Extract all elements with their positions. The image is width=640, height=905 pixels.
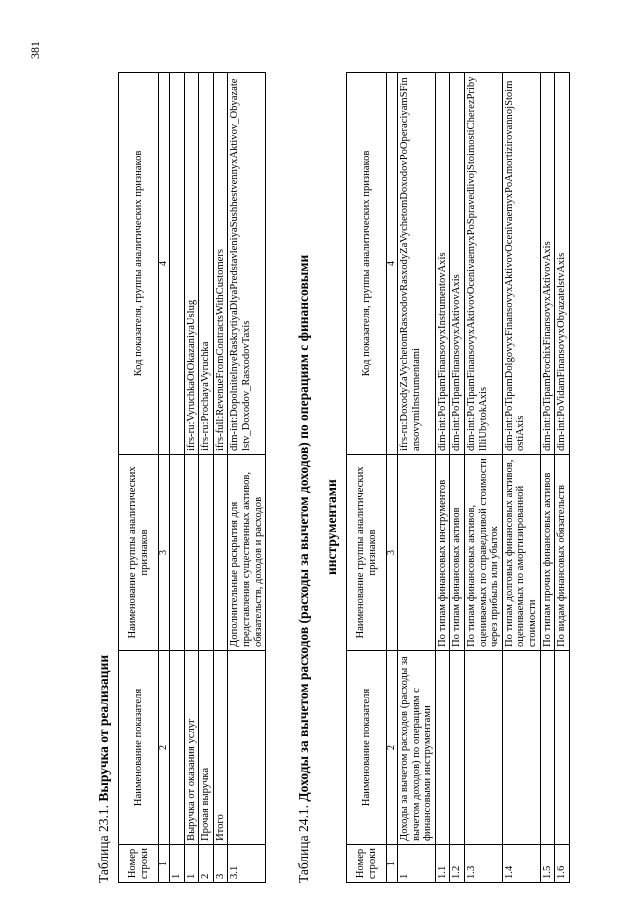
table1-cell: 3.1: [228, 845, 266, 883]
table1-cell: ifrs-ru:ProchayaVyruchka: [199, 73, 214, 455]
table-row: [199, 73, 214, 883]
table1-cell: Выручка от оказания услуг: [184, 651, 199, 845]
table2-cell: [450, 651, 465, 845]
table2-cell: 1.6: [555, 845, 570, 883]
table1-colnum: 1: [159, 845, 170, 883]
table1-caption: [96, 655, 112, 883]
table-row: [540, 73, 555, 883]
table2-cell: 1.3: [464, 845, 502, 883]
table-row: [464, 73, 502, 883]
table2-cell: 1.1: [435, 845, 450, 883]
table2-cell: По типам долговых финансовых активов, оцениваемых по амортизированной стоимости: [502, 455, 540, 651]
table-row: [450, 73, 465, 883]
table1-cell: 1: [184, 845, 199, 883]
table1-header-cell: Номер строки: [119, 845, 159, 883]
table2-cell: dim-int:PoTipamFinansovyxAktivovOcenivaemyxPoSpravedlivojStoimostiCherezPribylIliUbytokAxis: [464, 73, 502, 455]
table2-cell: [555, 651, 570, 845]
table2-caption: [296, 255, 312, 883]
table2-cell: dim-int:PoVidamFinansovyxObyazatelstvAxis: [555, 73, 570, 455]
table2-cell: [502, 651, 540, 845]
table1-caption-prefix: Таблица 23.1.: [96, 805, 111, 883]
table-row: [435, 73, 450, 883]
table2-colnum-row: [387, 73, 398, 883]
table2-cell: 1.5: [540, 845, 555, 883]
table1-cell: 1: [170, 845, 185, 883]
table2-cell: По типам прочих финансовых активов: [540, 455, 555, 651]
table1-cell: [170, 651, 185, 845]
table-row: [184, 73, 199, 883]
table2-header-cell: Номер строки: [347, 845, 387, 883]
table1-header-row: [119, 73, 159, 883]
table1-header-cell: Наименование показателя: [119, 651, 159, 845]
table1-colnum: 3: [159, 455, 170, 651]
table2-cell: ifrs-ru:DoxodyZaVychetomRasxodovRasxodyZaVychetomDoxodovPoOperaciyamSFinansovymiInstrumentami: [398, 73, 436, 455]
table2-caption-line2: инструментами: [324, 479, 339, 575]
table2-header-cell: Наименование группы аналитических признаков: [347, 455, 387, 651]
table2-cell: 1.2: [450, 845, 465, 883]
table2-cell: [435, 651, 450, 845]
table2-colnum: 1: [387, 845, 398, 883]
table1-cell: 3: [213, 845, 228, 883]
table2-cell: dim-int:PoTipamFinansovyxAktivovAxis: [450, 73, 465, 455]
table1-cell: ifrs-full:RevenueFromContractsWithCustomers: [213, 73, 228, 455]
table-row: [228, 73, 266, 883]
table2-header-row: [347, 73, 387, 883]
table2-cell: По типам финансовых активов, оцениваемых по справедливой стоимости через прибыль или убыток: [464, 455, 502, 651]
table2-header-cell: Код показателя, группы аналитических признаков: [347, 73, 387, 455]
table2-cell: 1.4: [502, 845, 540, 883]
table2-cell: [540, 651, 555, 845]
table2: [346, 72, 570, 883]
table1-cell: dim-int:DopolnitelnyeRaskrytiyaDlyaPredstavleniyaSushhestvennyxAktivov_Obyazatelstv_Doxodov_RasxodovTaxis: [228, 73, 266, 455]
table1-cell: Дополнительные раскрытия для представления существенных активов, обязательств, доходов и расходов: [228, 455, 266, 651]
table2-colnum: 3: [387, 455, 398, 651]
table2-colnum: 4: [387, 73, 398, 455]
table2-caption-prefix: Таблица 24.1.: [296, 805, 311, 883]
table2-header-cell: Наименование показателя: [347, 651, 387, 845]
page-number: 381: [28, 41, 42, 59]
table-row: [555, 73, 570, 883]
table1-cell: [228, 651, 266, 845]
table-row: [398, 73, 436, 883]
table1-cell: [170, 455, 185, 651]
table1-colnum-row: [159, 73, 170, 883]
table2-caption-title: Доходы за вычетом расходов (расходы за вычетом доходов) по операциям с финансовыми: [296, 254, 311, 802]
table2-cell: 1: [398, 845, 436, 883]
table1-header-cell: Наименование группы аналитических признаков: [119, 455, 159, 651]
table1-caption-title: Выручка от реализации: [96, 654, 111, 802]
table1-cell: [170, 73, 185, 455]
table1-cell: [199, 455, 214, 651]
table1-colnum: 4: [159, 73, 170, 455]
table2-cell: dim-int:PoTipamFinansovyxInstrumentovAxis: [435, 73, 450, 455]
table2-cell: [464, 651, 502, 845]
table-row: [502, 73, 540, 883]
table1-colnum: 2: [159, 651, 170, 845]
table1-cell: Итого: [213, 651, 228, 845]
table2-cell: dim-int:PoTipamProchixFinansovyxAktivovAxis: [540, 73, 555, 455]
table2-cell: По типам финансовых инструментов: [435, 455, 450, 651]
table1-header-cell: Код показателя, группы аналитических признаков: [119, 73, 159, 455]
table2-cell: dim-int:PoTipamDolgovyxFinansovyxAktivovOcenivaemyxPoAmortizirovannojStoimostiAxis: [502, 73, 540, 455]
table2-cell: [398, 455, 436, 651]
table2-cell: По типам финансовых активов: [450, 455, 465, 651]
table1-cell: Прочая выручка: [199, 651, 214, 845]
table2-colnum: 2: [387, 651, 398, 845]
table1-cell: ifrs-ru:VyruchkaOtOkazaniyaUslug: [184, 73, 199, 455]
table-row: [170, 73, 185, 883]
table-row: [213, 73, 228, 883]
table1-cell: [184, 455, 199, 651]
table1-cell: [213, 455, 228, 651]
table1-cell: 2: [199, 845, 214, 883]
table1: [118, 72, 266, 883]
table2-cell: По видам финансовых обязательств: [555, 455, 570, 651]
table2-cell: Доходы за вычетом расходов (расходы за вычетом доходов) по операциям с финансовыми инструментами: [398, 651, 436, 845]
